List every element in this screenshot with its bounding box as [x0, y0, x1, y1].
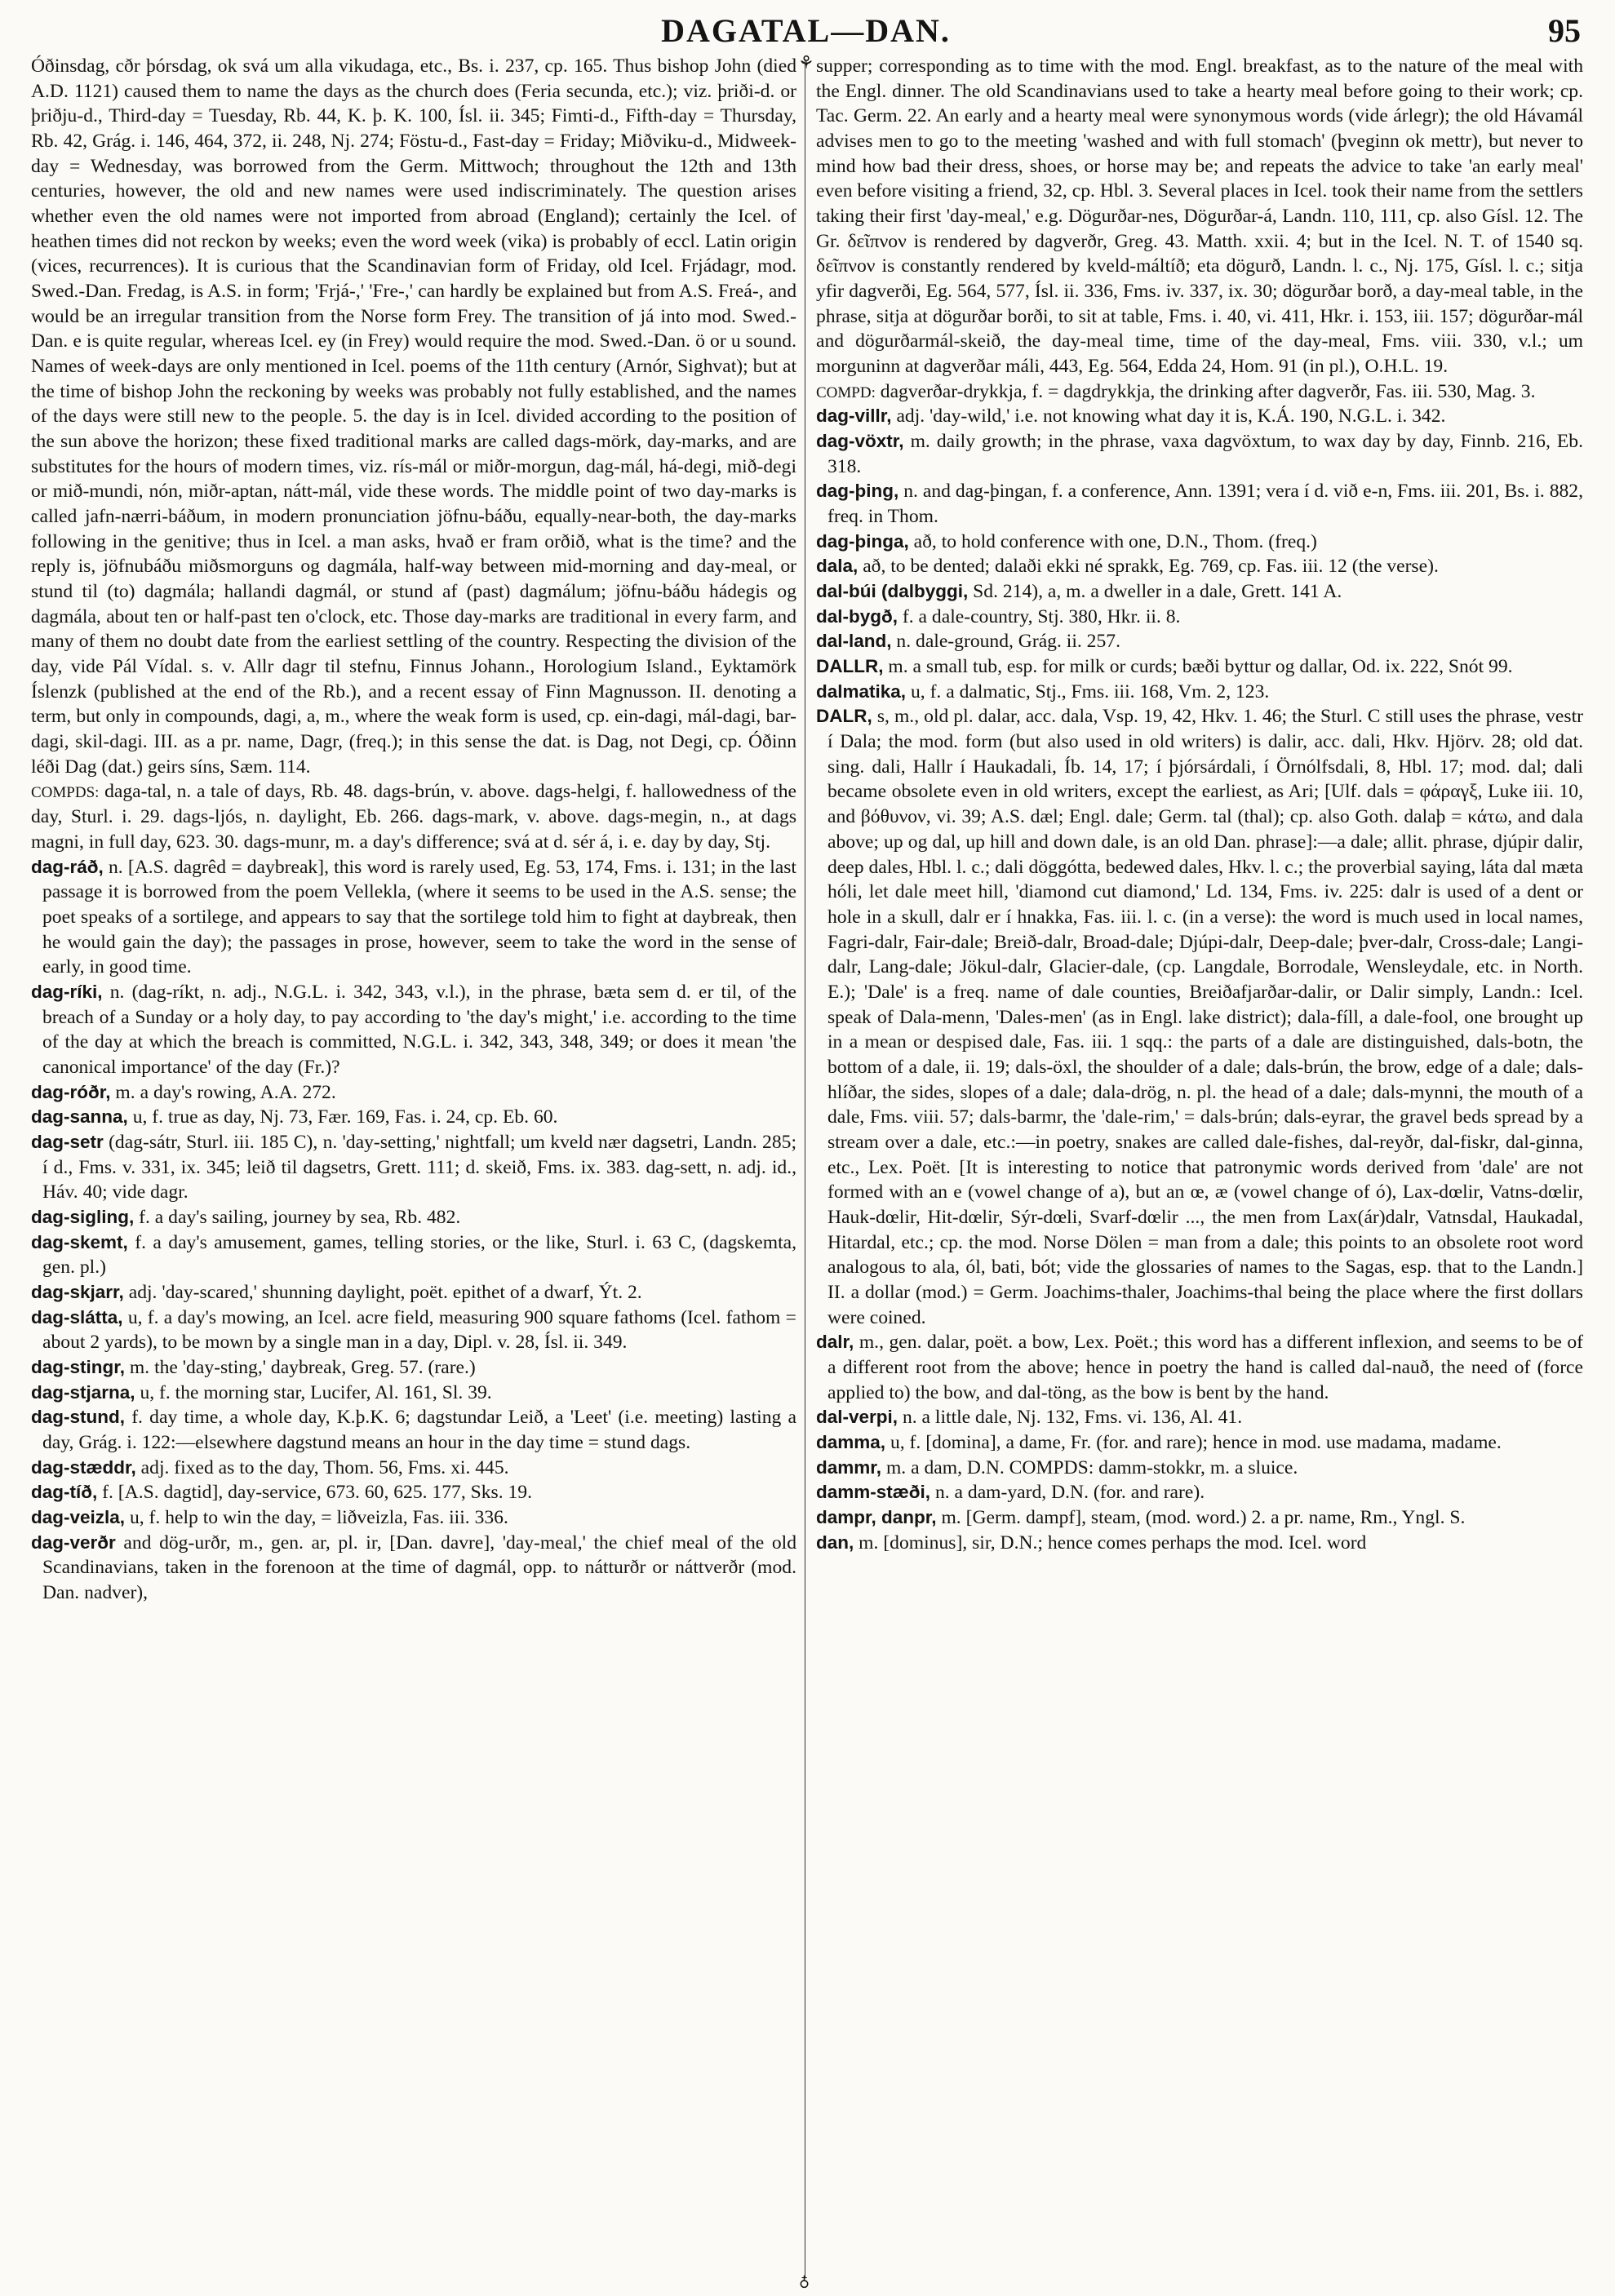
running-head: DAGATAL—DAN. — [661, 12, 951, 49]
entry-headword: dag-verðr — [31, 1531, 116, 1553]
dictionary-entry — [816, 1330, 1583, 1405]
entry-definition: m., gen. dalar, poët. a bow, Lex. Poët.; this word has a different inflexion, and seems to be of a different root from the above; hence in poetry the hand is called dal-nauð, the need of (force applied to) the bow, and dal-töng, as the bow is bent by the hand. — [827, 1332, 1583, 1403]
entry-definition: u, f. help to win the day, = liðveizla, Fas. iii. 336. — [129, 1506, 508, 1528]
entry-definition: u, f. the morning star, Lucifer, Al. 161, Sl. 39. — [140, 1381, 492, 1403]
entry-definition: m. [dominus], sir, D.N.; hence comes perhaps the mod. Icel. word — [859, 1531, 1367, 1554]
dictionary-entry — [816, 680, 1583, 705]
entry-definition: u, f. a dalmatic, Stj., Fms. iii. 168, Vm. 2, 123. — [910, 680, 1270, 703]
entry-headword: dalr, — [816, 1332, 854, 1353]
entry-headword: dal-land, — [816, 631, 892, 652]
dictionary-entry — [31, 1505, 796, 1531]
entry-definition: adj. 'day-wild,' i.e. not knowing what day it is, K.Á. 190, N.G.L. i. 342. — [896, 406, 1446, 428]
dictionary-entry — [31, 1381, 796, 1406]
entry-headword: dag-sigling, — [31, 1206, 135, 1227]
entry-definition: f. a dale-country, Stj. 380, Hkr. ii. 8. — [902, 605, 1181, 627]
dictionary-entry — [31, 980, 796, 1080]
dictionary-entry — [31, 1456, 796, 1481]
entry-definition: n. a little dale, Nj. 132, Fms. vi. 136, Al. 41. — [902, 1407, 1243, 1429]
dictionary-entry — [816, 1505, 1583, 1531]
dictionary-entry — [31, 1130, 796, 1205]
entry-headword: dag-stingr, — [31, 1356, 126, 1377]
right-column — [816, 54, 1583, 2273]
entry-headword: dag-stæddr, — [31, 1456, 136, 1478]
entry-headword: dan, — [816, 1531, 854, 1553]
entry-headword: dag-veizla, — [31, 1506, 126, 1527]
entry-headword: dag-róðr, — [31, 1081, 111, 1102]
entry-definition: m. a small tub, esp. for milk or curds; bæði byttur og dallar, Od. ix. 222, Snót 99. — [888, 656, 1513, 678]
entry-headword: dala, — [816, 556, 859, 577]
entry-definition: Sd. 214), a, m. a dweller in a dale, Grett. 141 A. — [973, 581, 1342, 603]
dictionary-entry — [31, 1480, 796, 1505]
entry-headword: dal-bygð, — [816, 605, 898, 627]
left-column — [31, 54, 796, 2273]
dictionary-entry — [816, 554, 1583, 579]
left-entry-list — [31, 855, 796, 1606]
continued-entry-text: Óðinsdag, cðr þórsdag, ok svá um alla vikudaga, etc., Bs. i. 237, cp. 165. Thus bishop John (died A.D. 1121) caused them to name the days as the church does (Feria secunda, etc.); viz. þriði-d. or þriðju-d., Third-day = Tuesday, Rb. 44, K. þ. K. 100, Ísl. ii. 345; Fimti-d., Fifth-day = Thursday, Rb. 42, Grág. i. 146, 464, 372, ii. 248, Nj. 274; Föstu-d., Fast-day = Friday; Miðviku-d., Midweek-day = Wednesday, was borrowed from the Germ. Mittwoch; throughout the 12th and 13th centuries, however, the old and new names were used indiscriminately. The question arises whether even the old names were not imported from abroad (England); certainly the Icel. of heathen times did not reckon by weeks; even the word week (vika) is probably of eccl. Latin origin (vices, recurrences). It is curious that the Scandinavian form of Friday, old Icel. Frjádagr, mod. Swed.-Dan. Fredag, is A.S. in form; 'Frjá-,' 'Fre-,' can hardly be explained but from A.S. Freá-, and would be an irregular transition from the Norse form Frey. The transition of já into mod. Swed.-Dan. e is quite regular, whereas Icel. ey (in Frey) would require the mod. Swed.-Dan. ö or u sound. Names of week-days are only mentioned in Icel. poems of the 11th century (Arnór, Sighvat); but at the time of bishop John the reckoning by weeks was probably not fully established, and the names of the days were still new to the people. 5. the day is in Icel. divided according to the position of the sun above the horizon; these fixed traditional marks are called dags-mörk, day-marks, and are substitutes for the hours of modern times, viz. rís-mál or miðr-morgun, dag-mál, há-degi, mið-degi or mið-mundi, nón, miðr-aptan, nátt-mál, vide these words. The middle point of two day-marks is called jafn-nærri-báðum, in modern pronunciation jöfnu-báðu, equally-near-both, the day-marks following in the genitive; thus in Icel. a man asks, hvað er fram orðið, what is the time? and the reply is, jöfnubáðu miðsmorguns og dagmála, half-way between mid-morning and day-meal, or stund til (to) dagmála; hallandi dagmál, or stund af (past) dagmálum; jöfnu-báðu hádegis og dagmála, about ten or half-past ten o'clock, etc. Those day-marks are traditional in every farm, and many of them no doubt date from the earliest settling of the country. Respecting the division of the day, vide Pál Vídal. s. v. Allr dagr til stefnu, Finnus Johann., Horologium Island., Eyktamörk Íslenzk (published at the end of the Rb.), and a recent essay of Finn Magnusson. II. denoting a term, but only in compounds, dagi, a, m., where the weak form is used, cp. ein-dagi, mál-dagi, bar-dagi, skil-dagi. III. as a pr. name, Dagr, (freq.); in this sense the dat. is Dag, not Degi, cp. Óðinn léði Dag (dat.) geirs síns, Sæm. 114. — [31, 55, 796, 778]
dictionary-entry — [816, 1531, 1583, 1556]
entry-definition: m. daily growth; in the phrase, vaxa dagvöxtum, to wax day by day, Finnb. 216, Eb. 318. — [827, 431, 1583, 477]
entry-definition: adj. fixed as to the day, Thom. 56, Fms. xi. 445. — [140, 1456, 509, 1478]
entry-headword: DALLR, — [816, 656, 884, 677]
dictionary-entry — [31, 1531, 796, 1606]
entry-headword: damma, — [816, 1431, 886, 1452]
dictionary-entry — [816, 704, 1583, 1330]
dictionary-entry — [816, 654, 1583, 680]
compound-label: COMPD: — [816, 383, 876, 401]
entry-headword: dag-þing, — [816, 481, 899, 502]
entry-definition: f. a day's sailing, journey by sea, Rb. 482. — [139, 1206, 461, 1228]
entry-definition: n. a dam-yard, D.N. (for. and rare). — [934, 1482, 1205, 1504]
dictionary-entry — [816, 1430, 1583, 1456]
dictionary-entry — [816, 605, 1583, 630]
entry-headword: dal-verpi, — [816, 1407, 898, 1428]
entry-headword: DALR, — [816, 706, 872, 727]
dictionary-entry — [31, 1205, 796, 1230]
entry-definition: n. and dag-þingan, f. a conference, Ann. 1391; vera í d. við e-n, Fms. iii. 201, Bs. i. 882, freq. in Thom. — [827, 481, 1583, 528]
entry-definition: u, f. a day's mowing, an Icel. acre field, measuring 900 square fathoms (Icel. fathom = about 2 yards), to be mown by a single man in a day, Dipl. v. 28, Ísl. ii. 349. — [42, 1306, 796, 1354]
entry-definition: n. [A.S. dagrêd = daybreak], this word is rarely used, Eg. 53, 174, Fms. i. 131; in the last passage it is borrowed from the poem Vellekla, (where it seems to be used in the A.S. sense; the poet speaks of a sortilege, and appears to say that the sortilege told him to fight at daybreak, then he would gain the day); the passages in prose, however, seem to take the word in the sense of early, in good time. — [42, 856, 796, 978]
entry-headword: dalmatika, — [816, 680, 907, 702]
compound-text: dagverðar-drykkja, f. = dagdrykkja, the drinking after dagverðr, Fas. iii. 530, Mag. 3. — [880, 380, 1536, 402]
entry-headword: dal-búi (dalbyggi, — [816, 581, 969, 602]
dictionary-entry — [816, 479, 1583, 529]
entry-headword: damm-stæði, — [816, 1482, 931, 1503]
entry-headword: dag-setr — [31, 1131, 104, 1152]
dictionary-entry — [31, 1305, 796, 1355]
page-number: 95 — [1548, 12, 1581, 49]
dictionary-entry — [816, 429, 1583, 479]
entry-headword: dag-vöxtr, — [816, 431, 904, 452]
compounds-label: COMPDS: — [31, 784, 100, 802]
entry-definition: n. dale-ground, Grág. ii. 257. — [896, 631, 1120, 653]
entry-definition: að, to hold conference with one, D.N., Thom. (freq.) — [913, 530, 1317, 552]
ornament-icon: ⚘ — [798, 52, 814, 73]
entry-definition: f. [A.S. dagtid], day-service, 673. 60, 625. 177, Sks. 19. — [102, 1482, 533, 1504]
entry-headword: dag-slátta, — [31, 1306, 123, 1328]
entry-headword: dag-skjarr, — [31, 1281, 124, 1302]
entry-headword: dag-skemt, — [31, 1231, 128, 1252]
dictionary-entry — [816, 579, 1583, 605]
dictionary-entry — [816, 629, 1583, 654]
dictionary-entry — [31, 1280, 796, 1305]
entry-headword: dampr, danpr, — [816, 1506, 937, 1527]
dictionary-entry — [816, 1456, 1583, 1481]
entry-definition: m. a day's rowing, A.A. 272. — [115, 1081, 336, 1103]
entry-definition: u, f. true as day, Nj. 73, Fær. 169, Fas. i. 24, cp. Eb. 60. — [132, 1106, 558, 1128]
entry-definition: m. the 'day-sting,' daybreak, Greg. 57. (rare.) — [129, 1356, 476, 1378]
entry-definition: f. day time, a whole day, K.þ.K. 6; dagstundar Leið, a 'Leet' (i.e. meeting) lasting a day, Grág. i. 122:—elsewhere dagstund means an hour in the day time = stund dags. — [42, 1407, 796, 1453]
entry-headword: dag-ríki, — [31, 981, 103, 1002]
dictionary-entry — [31, 1230, 796, 1280]
entry-definition: n. (dag-ríkt, n. adj., N.G.L. i. 342, 343, v.l.), in the phrase, bæta sem d. er til, of the breach of a Sunday or a holy day, to pay according to 'the day's might,' i.e. according to the time of the day at which the breach is committed, N.G.L. i. 342, 343, 348, 349; or does it mean 'the canonical importance' of the day (Fr.)? — [42, 981, 796, 1078]
dictionary-entry — [816, 1480, 1583, 1505]
entry-headword: dag-villr, — [816, 406, 892, 427]
entry-definition: adj. 'day-scared,' shunning daylight, poët. epithet of a dwarf, Ýt. 2. — [128, 1281, 642, 1303]
dictionary-entry — [31, 1080, 796, 1106]
entry-definition: að, to be dented; dalaði ekki né sprakk, Eg. 769, cp. Fas. iii. 12 (the verse). — [863, 556, 1439, 578]
entry-definition: and dög-urðr, m., gen. ar, pl. ir, [Dan. davre], 'day-meal,' the chief meal of the old Scandinavians, taken in the forenoon at the time of dagmál, opp. to nátturðr or náttverðr (mod. Dan. nadver), — [42, 1531, 796, 1603]
page-header — [31, 7, 1581, 49]
right-entry-list — [816, 404, 1583, 1555]
dictionary-entry — [816, 404, 1583, 429]
entry-definition: f. a day's amusement, games, telling stories, or the like, Sturl. i. 63 C, (dagskemta, gen. pl.) — [42, 1231, 796, 1279]
dictionary-entry — [31, 1355, 796, 1381]
entry-definition: m. a dam, D.N. COMPDS: damm-stokkr, m. a sluice. — [885, 1456, 1298, 1478]
entry-headword: dag-stjarna, — [31, 1381, 135, 1403]
dictionary-entry — [31, 1405, 796, 1455]
dictionary-entry — [31, 1105, 796, 1130]
entry-headword: dag-þinga, — [816, 530, 909, 552]
entry-headword: dammr, — [816, 1456, 882, 1478]
dictionary-entry — [816, 1405, 1583, 1430]
entry-headword: dag-stund, — [31, 1407, 125, 1428]
entry-definition: u, f. [domina], a dame, Fr. (for. and rare); hence in mod. use madama, madame. — [890, 1431, 1502, 1453]
entry-definition: (dag-sátr, Sturl. iii. 185 C), n. 'day-setting,' nightfall; um kveld nær dagsetri, Landn. 285; í d., Fms. v. 331, ix. 345; leið til dagsetrs, Grett. 111; d. skeið, Fms. ix. 383. dag-sett, n. adj. id., Háv. 40; vide dagr. — [42, 1131, 796, 1203]
entry-definition: s, m., old pl. dalar, acc. dala, Vsp. 19, 42, Hkv. 1. 46; the Sturl. C still uses the phrase, vestr í Dala; the mod. form (but also used in old writers) is dalir, acc. dali, Hkv. Hjörv. 28; old dat. sing. dali, Hallr í Haukadali, Íb. 14, 17; í þjórsárdali, í Örnólfsdali, 8, Hbl. 17; mod. dal; dali became obsolete even in old writers, except the earliest, as Ari; [Ulf. dals = φάραγξ, Luke iii. 10, and βόθυνον, vi. 39; A.S. dæl; Engl. dale; Germ. tal (thal); cp. also Goth. dalaþ = κάτω, and dala above; up og dal, up hill and down dale, is an old Dan. phrase]:—a dale; allit. phrase, djúpir dalir, deep dales, Hbl. l. c.; dali döggótta, bedewed dales, Hkv. l. c.; the proverbial saying, láta dal mæta hóli, let dale meet hill, 'diamond cut diamond,' Ld. 134, Fms. iv. 225: dalr is used of a dent or hole in a skull, dalr er í hnakka, Fas. iii. l. c. (in a verse): the word is much used in local names, Fagri-dalr, Fair-dale; Breið-dalr, Broad-dale; Djúpi-dalr, Deep-dale; þver-dalr, Cross-dale; Langi-dalr, Lang-dale; Jökul-dalr, Glacier-dale, (cp. Langdale, Borrodale, Wensleydale, etc. in North. E.); 'Dale' is a freq. name of dale counties, Breiðafjarðar-dalir, or Dalir simply, Landn.: Icel. speak of Dala-menn, 'Dales-men' (as in Engl. lake district); dala-fíll, a dale-fool, one brought up in a mean or despised dale, Fas. iii. 1 sqq.: the parts of a dale are distinguished, dals-botn, the bottom of a dale, ii. 19; dals-öxl, the shoulder of a dale; dals-brún, the brow, edge of a dale; dals-hlíðar, the sides, slopes of a dale; dala-drög, n. pl. the head of a dale; dals-mynni, the mouth of a dale, Fms. viii. 57; dals-barmr, the 'dale-rim,' = dals-brún; dals-eyrar, the gravel beds spread by a stream over a dale, etc.:—in poetry, snakes are called dale-fishes, dal-reyðr, dal-fiskr, dal-ginna, etc., Lex. Poët. [It is interesting to notice that patronymic words derived from 'dale' are not formed with an e (vowel change of a), but an œ, æ (vowel change of ó), Lax-dœlir, Vatns-dœlir, Hauk-dœlir, Hit-dœlir, Sýr-dœli, Svarf-dœlir ..., the men from Lax(ár)dalr, Vatnsdal, Haukadal, Hitardal, etc.; cp. the mod. Norse Dölen = man from a dale; this points to an obsolete root word analogous to ala, ól, bati, bót; vide the glossaries of names to the Sagas, esp. that to the Landn.] II. a dollar (mod.) = Germ. Joachims-thaler, Joachims-thal being the place where the first dollars were coined. — [827, 706, 1583, 1328]
dictionary-entry — [816, 530, 1583, 555]
ornament-bottom-icon: ♁ — [799, 2273, 810, 2289]
entry-headword: dag-tíð, — [31, 1482, 98, 1503]
compounds-block — [31, 779, 796, 854]
compounds-text: daga-tal, n. a tale of days, Rb. 48. dags-brún, v. above. dags-helgi, f. hallowedness of the day, Sturl. i. 29. dags-ljós, n. daylight, Eb. 266. dags-mark, v. above. dags-megin, n., at dags magni, in full day, 623. 30. dags-munr, m. a day's difference; svá at d. sér á, i. e. day by day, Stj. — [31, 781, 796, 853]
dictionary-entry — [31, 855, 796, 980]
continued-entry-text: supper; corresponding as to time with the mod. Engl. breakfast, as to the nature of the meal with the Engl. dinner. The old Scandinavians used to take a hearty meal before going to their work; cp. Tac. Germ. 22. An early and a hearty meal were synonymous words (vide árlegr); the old Hávamál advises men to go to the meeting 'washed and with full stomach' (þveginn ok mettr), but never to mind how bad their dress, shoes, or horse may be; and repeats the advice to take 'an early meal' even before visiting a friend, 32, cp. Hbl. 3. Several places in Icel. took their name from the settlers taking their first 'day-meal,' e.g. Dögurðar-nes, Dögurðar-á, Landn. 110, 111, cp. also Gísl. 12. The Gr. δεῖπνον is rendered by dagverðr, Greg. 43. Matth. xxii. 4; but in the Icel. N. T. of 1540 sq. δεῖπνον is constantly rendered by kveld-máltíð; eta dögurð, Landn. l. c., Nj. 175, Gísl. l. c.; sitja yfir dagverði, Eg. 564, 577, Ísl. ii. 336, Fms. iv. 337, ix. 30; dögurðar borð, a day-meal table, in the phrase, sitja at dögurðar borði, to sit at table, Fms. i. 40, vi. 411, Hkr. i. 153, iii. 157; dögurðar-mál and dögurðarmál-skeið, the day-meal time, time of the day-meal, Fms. viii. 330, v.l.; um morguninn at dagverðar máli, 443, Eg. 564, Edda 24, Hom. 91 (in pl.), O.H.L. 19. — [816, 55, 1583, 378]
entry-headword: dag-sanna, — [31, 1106, 128, 1128]
entry-headword: dag-ráð, — [31, 856, 104, 877]
compound-block — [816, 379, 1583, 405]
entry-definition: m. [Germ. dampf], steam, (mod. word.) 2. a pr. name, Rm., Yngl. S. — [941, 1506, 1466, 1528]
